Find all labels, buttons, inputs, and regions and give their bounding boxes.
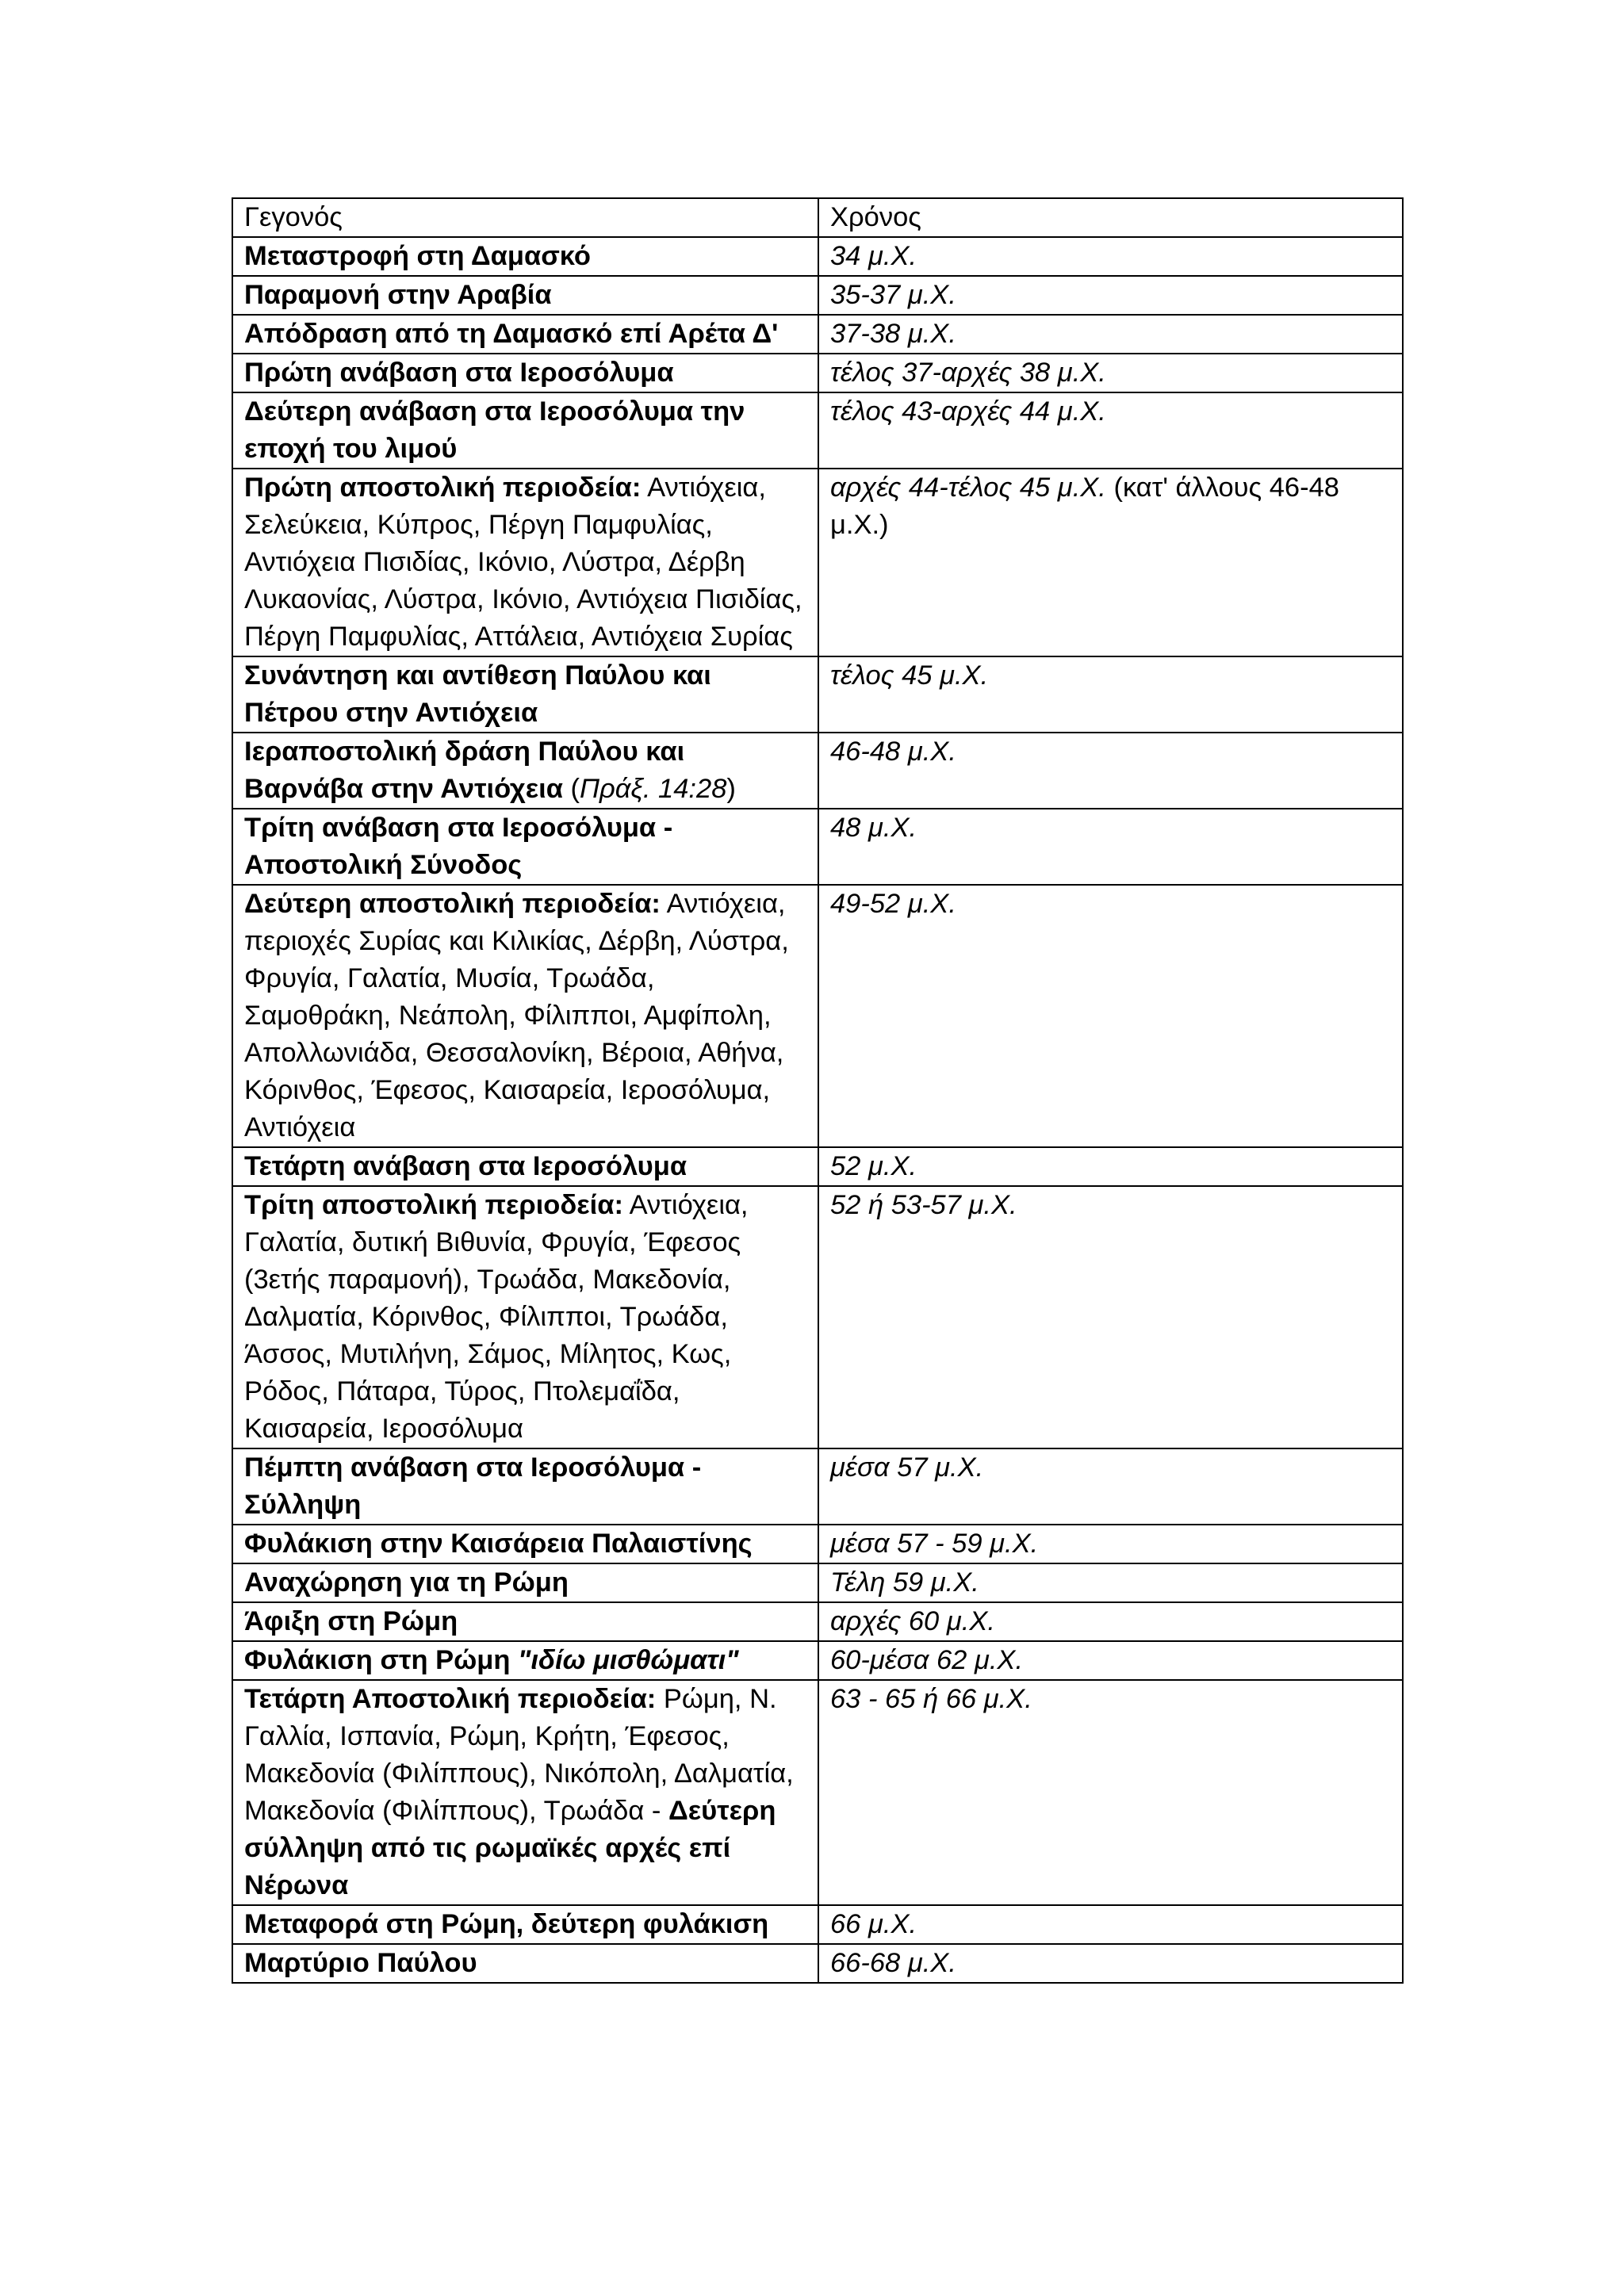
event-text-event-bold-italic: "ιδίω μισθώματι" bbox=[518, 1645, 739, 1675]
time-cell bbox=[818, 1563, 1403, 1602]
time-text-time-italic: 52 μ.Χ. bbox=[830, 1151, 917, 1181]
table-row bbox=[232, 885, 1403, 1147]
event-cell bbox=[232, 1147, 818, 1186]
time-cell bbox=[818, 315, 1403, 354]
time-text-time-italic: 52 ή 53-57 μ.Χ. bbox=[830, 1190, 1017, 1220]
time-cell bbox=[818, 1147, 1403, 1186]
event-cell bbox=[232, 1186, 818, 1448]
time-cell bbox=[818, 1602, 1403, 1641]
table-row bbox=[232, 809, 1403, 885]
event-text-event-rest: Ρώμη, Ν. Γαλλία, Ισπανία, Ρώμη, Κρήτη, Έφεσος, Μακεδονία (Φιλίππους), Νικόπολη, Δαλματία, Μακεδονία (Φιλίππους), Τρωάδα - bbox=[244, 1684, 794, 1826]
time-text-time-italic: 63 - 65 ή 66 μ.Χ. bbox=[830, 1684, 1032, 1714]
time-text-time-italic: 49-52 μ.Χ. bbox=[830, 889, 956, 919]
time-text-time-italic: Τέλη 59 μ.Χ. bbox=[830, 1567, 979, 1598]
time-text-time-italic: 34 μ.Χ. bbox=[830, 241, 917, 271]
time-text-time-italic: 48 μ.Χ. bbox=[830, 813, 917, 843]
table-row bbox=[232, 1448, 1403, 1525]
time-cell bbox=[818, 1905, 1403, 1944]
time-cell bbox=[818, 354, 1403, 392]
event-text-event-bold: Μεταστροφή στη Δαμασκό bbox=[244, 241, 591, 271]
event-cell bbox=[232, 237, 818, 276]
event-cell bbox=[232, 276, 818, 315]
table-row bbox=[232, 1602, 1403, 1641]
table-row bbox=[232, 656, 1403, 733]
time-text-time-italic: 66 μ.Χ. bbox=[830, 1909, 917, 1939]
event-cell bbox=[232, 656, 818, 733]
table-header-row bbox=[232, 198, 1403, 237]
event-cell bbox=[232, 392, 818, 469]
table-row bbox=[232, 315, 1403, 354]
time-cell bbox=[818, 1641, 1403, 1680]
time-text-time-rest: (κατ' άλλους 46-48 μ.Χ.) bbox=[830, 473, 1339, 540]
table-row bbox=[232, 1525, 1403, 1563]
time-cell bbox=[818, 885, 1403, 1147]
event-text-event-rest: Αντιόχεια, Σελεύκεια, Κύπρος, Πέργη Παμφυλίας, Αντιόχεια Πισιδίας, Ικόνιο, Λύστρα, Δέρβη Λυκαονίας, Λύστρα, Ικόνιο, Αντιόχεια Πισιδίας, Πέργη Παμφυλίας, Αττάλεια, Αντιόχεια Συρίας bbox=[244, 473, 802, 652]
time-cell bbox=[818, 733, 1403, 809]
event-text-event-bold: Τετάρτη Αποστολική περιοδεία: bbox=[244, 1684, 657, 1714]
table-row bbox=[232, 1641, 1403, 1680]
event-text-event-bold: Απόδραση από τη Δαμασκό επί Αρέτα Δ' bbox=[244, 319, 779, 349]
time-text-time-italic: μέσα 57 μ.Χ. bbox=[830, 1452, 984, 1483]
table-row bbox=[232, 1944, 1403, 1983]
time-text-time-italic: αρχές 60 μ.Χ. bbox=[830, 1606, 995, 1636]
event-text-event-bold: Δεύτερη αποστολική περιοδεία: bbox=[244, 889, 661, 919]
event-text-event-bold: Συνάντηση και αντίθεση Παύλου και Πέτρου στην Αντιόχεια bbox=[244, 660, 711, 728]
time-text-time-italic: τέλος 43-αρχές 44 μ.Χ. bbox=[830, 396, 1106, 427]
time-text-time-italic: 46-48 μ.Χ. bbox=[830, 737, 956, 767]
time-text-time-italic: 35-37 μ.Χ. bbox=[830, 280, 956, 310]
header-event: Γεγονός bbox=[232, 198, 818, 237]
time-text-time-italic: 66-68 μ.Χ. bbox=[830, 1948, 956, 1978]
table-row bbox=[232, 276, 1403, 315]
event-cell bbox=[232, 1641, 818, 1680]
event-text-event-bold: Αναχώρηση για τη Ρώμη bbox=[244, 1567, 569, 1598]
event-text-event-bold: Ιεραποστολική δράση Παύλου και Βαρνάβα στην Αντιόχεια bbox=[244, 737, 685, 804]
event-cell bbox=[232, 733, 818, 809]
event-text-event-bold: Πέμπτη ανάβαση στα Ιεροσόλυμα - Σύλληψη bbox=[244, 1452, 702, 1520]
event-text-event-bold: Φυλάκιση στην Καισάρεια Παλαιστίνης bbox=[244, 1529, 753, 1559]
event-cell bbox=[232, 1525, 818, 1563]
time-text-time-italic: αρχές 44-τέλος 45 μ.Χ. bbox=[830, 473, 1106, 503]
time-cell bbox=[818, 1680, 1403, 1905]
table-row bbox=[232, 469, 1403, 656]
table-row bbox=[232, 1680, 1403, 1905]
event-text-event-bold: Πρώτη αποστολική περιοδεία: bbox=[244, 473, 642, 503]
event-cell bbox=[232, 354, 818, 392]
event-text-event-rest: Αντιόχεια, Γαλατία, δυτική Βιθυνία, Φρυγία, Έφεσος (3ετής παραμονή), Τρωάδα, Μακεδονία, Δαλματία, Κόρινθος, Φίλιπποι, Τρωάδα, Άσσος, Μυτιλήνη, Σάμος, Μίλητος, Κως, Ρόδος, Πάταρα, Τύρος, Πτολεμαΐδα, Καισαρεία, Ιεροσόλυμα bbox=[244, 1190, 749, 1444]
event-cell bbox=[232, 1944, 818, 1983]
event-text-event-italic: Πράξ. 14:28 bbox=[580, 774, 727, 804]
event-text-event-rest: ( bbox=[562, 774, 580, 804]
event-cell bbox=[232, 1680, 818, 1905]
event-cell bbox=[232, 885, 818, 1147]
event-cell bbox=[232, 809, 818, 885]
time-text-time-italic: 60-μέσα 62 μ.Χ. bbox=[830, 1645, 1024, 1675]
time-cell bbox=[818, 237, 1403, 276]
time-cell bbox=[818, 656, 1403, 733]
event-text-event-rest: Αντιόχεια, περιοχές Συρίας και Κιλικίας, Δέρβη, Λύστρα, Φρυγία, Γαλατία, Μυσία, Τρωάδα, Σαμοθράκη, Νεάπολη, Φίλιπποι, Αμφίπολη, Απολλωνιάδα, Θεσσαλονίκη, Βέροια, Αθήνα, Κόρινθος, Έφεσος, Καισαρεία, Ιεροσόλυμα, Αντιόχεια bbox=[244, 889, 789, 1142]
table-row bbox=[232, 1186, 1403, 1448]
event-cell bbox=[232, 469, 818, 656]
event-text-event-tail: ) bbox=[726, 774, 736, 804]
header-time: Χρόνος bbox=[818, 198, 1403, 237]
time-text-time-italic: 37-38 μ.Χ. bbox=[830, 319, 956, 349]
time-cell bbox=[818, 1186, 1403, 1448]
table-row bbox=[232, 237, 1403, 276]
event-text-event-bold: Δεύτερη ανάβαση στα Ιεροσόλυμα την εποχή του λιμού bbox=[244, 396, 745, 464]
table-row bbox=[232, 354, 1403, 392]
event-text-event-bold: Τετάρτη ανάβαση στα Ιεροσόλυμα bbox=[244, 1151, 688, 1181]
chronology-table bbox=[232, 197, 1404, 1984]
event-cell bbox=[232, 1448, 818, 1525]
event-cell bbox=[232, 1602, 818, 1641]
time-cell bbox=[818, 1448, 1403, 1525]
table-row bbox=[232, 1563, 1403, 1602]
time-text-time-italic: τέλος 45 μ.Χ. bbox=[830, 660, 989, 691]
table-row bbox=[232, 1147, 1403, 1186]
table-row bbox=[232, 392, 1403, 469]
time-cell bbox=[818, 1525, 1403, 1563]
table-row bbox=[232, 733, 1403, 809]
time-cell bbox=[818, 392, 1403, 469]
time-cell bbox=[818, 1944, 1403, 1983]
time-text-time-italic: τέλος 37-αρχές 38 μ.Χ. bbox=[830, 358, 1106, 388]
event-text-event-bold2: Δεύτερη σύλληψη από τις ρωμαϊκές αρχές επί Νέρωνα bbox=[244, 1796, 776, 1900]
time-text-time-italic: μέσα 57 - 59 μ.Χ. bbox=[830, 1529, 1039, 1559]
event-text-event-bold: Τρίτη αποστολική περιοδεία: bbox=[244, 1190, 623, 1220]
time-cell bbox=[818, 469, 1403, 656]
event-text-event-bold: Παραμονή στην Αραβία bbox=[244, 280, 552, 310]
event-cell bbox=[232, 315, 818, 354]
time-cell bbox=[818, 276, 1403, 315]
event-text-event-bold: Μαρτύριο Παύλου bbox=[244, 1948, 477, 1978]
event-text-event-bold: Φυλάκιση στη Ρώμη bbox=[244, 1645, 519, 1675]
event-text-event-bold: Τρίτη ανάβαση στα Ιεροσόλυμα - Αποστολική Σύνοδος bbox=[244, 813, 673, 880]
event-text-event-bold: Πρώτη ανάβαση στα Ιεροσόλυμα bbox=[244, 358, 674, 388]
time-cell bbox=[818, 809, 1403, 885]
event-cell bbox=[232, 1563, 818, 1602]
event-text-event-bold: Μεταφορά στη Ρώμη, δεύτερη φυλάκιση bbox=[244, 1909, 769, 1939]
table-row bbox=[232, 1905, 1403, 1944]
event-cell bbox=[232, 1905, 818, 1944]
event-text-event-bold: Άφιξη στη Ρώμη bbox=[244, 1606, 458, 1636]
